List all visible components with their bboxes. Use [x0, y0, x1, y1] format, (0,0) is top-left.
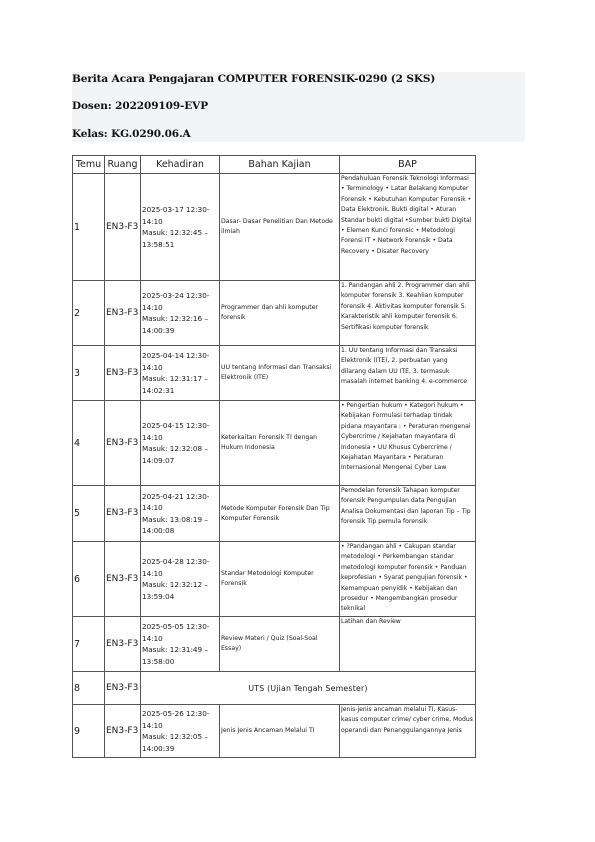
attendance-text: Masuk: 12:32:08 – 14:09:07 [142, 444, 208, 465]
bahan-kajian-cell: UU tentang Informasi dan Transaksi Elektronik (ITE) [220, 346, 340, 401]
table-row [73, 672, 476, 705]
schedule-text: 2025-04-14 12:30-14:10 [142, 351, 210, 372]
ruang-cell: EN3-F3 [105, 346, 141, 401]
table-row [73, 705, 476, 758]
schedule-text: 2025-04-21 12:30-14:10 [142, 491, 210, 512]
ruang-cell: EN3-F3 [105, 401, 141, 486]
schedule-text: 2025-05-26 12:30-14:10 [142, 709, 210, 730]
temu-cell: 5 [73, 486, 105, 542]
table-row [73, 617, 476, 672]
schedule-text: 2025-03-17 12:30-14:10 [142, 205, 210, 226]
attendance-text: Masuk: 13:08:19 – 14:00:08 [142, 514, 208, 535]
ruang-cell: EN3-F3 [105, 542, 141, 617]
bap-cell: Pemodelan forensik Tahapan komputer forensik Pengumpulan data Pengujian Analisa Dokumentasi dan laporan Tip – Tip forensik Tip pemula forensik [340, 486, 476, 542]
temu-cell: 9 [73, 705, 105, 758]
ruang-cell: EN3-F3 [105, 486, 141, 542]
ruang-cell: EN3-F3 [105, 672, 141, 705]
table-row [73, 486, 476, 542]
schedule-text: 2025-05-05 12:30-14:10 [142, 622, 210, 643]
document-header [72, 72, 525, 142]
uts-cell: UTS (Ujian Tengah Semester) [141, 672, 476, 705]
temu-cell: 4 [73, 401, 105, 486]
temu-cell: 2 [73, 281, 105, 346]
table-row [73, 346, 476, 401]
kehadiran-cell [141, 705, 220, 758]
bahan-kajian-cell: Review Materi / Quiz (Soal-Soal Essay) [220, 617, 340, 672]
table-header-row [73, 156, 476, 174]
class-line: Kelas: KG.0290.06.A [72, 128, 191, 140]
bap-cell: 1. UU tentang Informasi dan Transaksi Elektronik (ITE), 2. perbuatan yang dilarang dalam UU ITE, 3. termasuk masalah internet banking 4. e-commerce [340, 346, 476, 401]
temu-cell: 3 [73, 346, 105, 401]
bahan-kajian-cell: Keterkaitan Forensik TI dengan Hukum Indonesia [220, 401, 340, 486]
attendance-text: Masuk: 12:31:49 – 13:58:00 [142, 645, 208, 666]
bahan-kajian-cell: Dasar- Dasar Penelitian Dan Metode ilmiah [220, 174, 340, 281]
kehadiran-cell [141, 346, 220, 401]
attendance-text: Masuk: 12:32:45 – 13:58:51 [142, 228, 208, 249]
col-header-kehadiran: Kehadiran [141, 156, 220, 174]
kehadiran-cell [141, 617, 220, 672]
document-title: Berita Acara Pengajaran COMPUTER FORENSIK-0290 (2 SKS) [72, 73, 436, 85]
ruang-cell: EN3-F3 [105, 617, 141, 672]
attendance-text: Masuk: 12:31:17 – 14:02:31 [142, 374, 208, 395]
bap-cell: Pendahuluan Forensik Teknologi Informasi • Terminology • Latar Belakang Komputer Forensik • Kebutuhan Komputer Forensik • Data Elektronik, Bukti digital • Aturan Standar bukti digital •Sumber bukti Digital • Elemen Kunci forensic • Metodologi Forensi IT • Network Forensik • Data Recovery • Disater Recovery [340, 174, 476, 281]
bahan-kajian-cell: Metode Komputer Forensik Dan Tip Komputer Forensik [220, 486, 340, 542]
schedule-text: 2025-04-28 12:30-14:10 [142, 557, 210, 578]
bap-cell: 1. Pandangan ahli 2. Programmer dan ahli komputer forensik 3. Keahlian komputer forensik 4. Aktivitas komputer forensik 5. Karakteristik ahli komputer forensik 6. Sertifikasi komputer forensik [340, 281, 476, 346]
temu-cell: 1 [73, 174, 105, 281]
kehadiran-cell [141, 174, 220, 281]
kehadiran-cell [141, 281, 220, 346]
schedule-text: 2025-03-24 12:30-14:10 [142, 291, 210, 312]
attendance-text: Masuk: 12:32:12 – 13:59:04 [142, 580, 208, 601]
temu-cell: 8 [73, 672, 105, 705]
ruang-cell: EN3-F3 [105, 174, 141, 281]
bap-cell: Latihan dan Review [340, 617, 476, 672]
kehadiran-cell [141, 542, 220, 617]
temu-cell: 6 [73, 542, 105, 617]
table-row [73, 542, 476, 617]
bahan-kajian-cell: Programmer dan ahli komputer forensik [220, 281, 340, 346]
temu-cell: 7 [73, 617, 105, 672]
bahan-kajian-cell: Jenis Jenis Ancaman Melalui TI [220, 705, 340, 758]
ruang-cell: EN3-F3 [105, 281, 141, 346]
table-row [73, 281, 476, 346]
bap-cell: • ?Pandangan ahli • Cakupan standar metodologi • Perkembangan standar metodologi komputer forensik • Panduan keprofesian • Syarat pengujian forensik • Kemampuan penyidik • Kebijakan dan prosedur • Mengembangkan prosedur teknikal [340, 542, 476, 617]
lecturer-line: Dosen: 202209109-EVP [72, 100, 209, 112]
kehadiran-cell [141, 401, 220, 486]
attendance-text: Masuk: 12:32:05 – 14:00:39 [142, 732, 208, 753]
col-header-bap: BAP [340, 156, 476, 174]
table-row [73, 401, 476, 486]
bahan-kajian-cell: Standar Metodologi Komputer Forensik [220, 542, 340, 617]
attendance-text: Masuk: 12:32:16 – 14:00:39 [142, 314, 208, 335]
kehadiran-cell [141, 486, 220, 542]
schedule-text: 2025-04-15 12:30-14:10 [142, 421, 210, 442]
bap-cell: • Pengertian hukum • Kategori hukum • Kebijakan Formulasi terhadap tindak pidana mayantara : • Peraturan mengenai Cybercrime / Kejahatan mayantara di Indonesia • UU Khusus Cybercrime / Kejahatan Mayantara • Peraturan Internasional Mengenai Cyber Law [340, 401, 476, 486]
table-row [73, 174, 476, 281]
col-header-ruang: Ruang [105, 156, 141, 174]
teaching-record-table [72, 155, 476, 758]
col-header-temu: Temu [73, 156, 105, 174]
col-header-bahan-kajian: Bahan Kajian [220, 156, 340, 174]
ruang-cell: EN3-F3 [105, 705, 141, 758]
bap-cell: Jenis-jenis ancaman melalui TI, Kasus-kasus computer crime/ cyber crime, Modus operandi dan Penanggulangannya Jenis [340, 705, 476, 758]
